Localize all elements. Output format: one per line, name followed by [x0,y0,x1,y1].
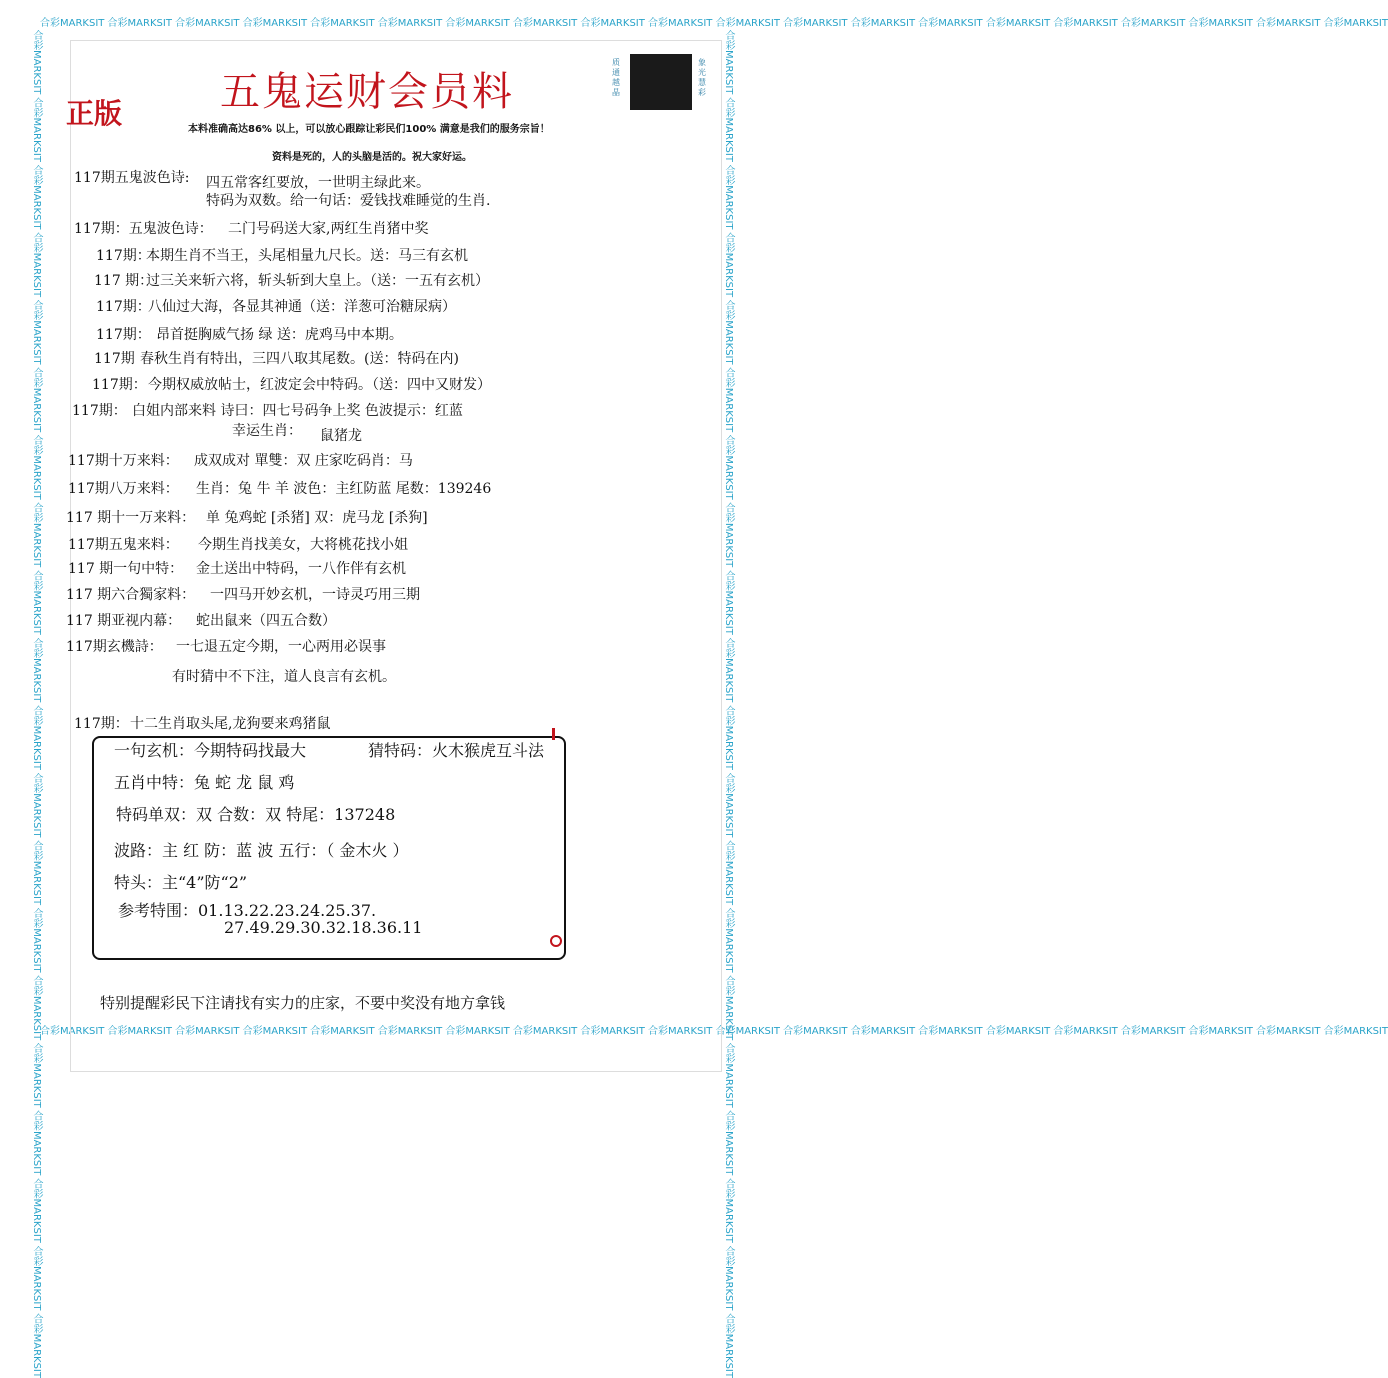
item-text: 金土送出中特码，一八作伴有玄机 [196,561,406,577]
item-text: 单 兔鸡蛇 [杀猪] 双：虎马龙 [杀狗] [206,510,428,526]
item-text: 一四马开妙玄机，一诗灵巧用三期 [210,587,420,603]
item-text: 幸运生肖： [232,423,302,439]
item-text: 今期权威放帖士，红波定会中特码。（送：四中又财发） [148,377,491,393]
item-label: 117期 [94,351,135,367]
item-label: 117期： [96,248,151,264]
red-mark [550,935,562,947]
item-label: 117期： [96,327,151,343]
item-text: 本期生肖不当王，头尾相量九尺长。送：马三有玄机 [146,248,468,264]
item-text: 春秋生肖有特出，三四八取其尾数。(送：特码在内) [140,351,459,367]
item-label: 117期五鬼波色诗: [74,170,190,186]
right-watermark-border: 合彩MARKSIT 合彩MARKSIT 合彩MARKSIT 合彩MARKSIT 合彩MARKSIT 合彩MARKSIT 合彩MARKSIT 合彩MARKSIT 合彩MARKSIT 合彩MARKSIT 合彩MARKSIT 合彩MARKSIT 合彩MARKSIT 合彩MARKSIT 合彩MARKSIT 合彩MARKSIT 合彩MARKSIT 合彩MARKSIT 合彩MARKSIT 合彩MARKSIT [723,30,734,1378]
qr-image [630,54,692,110]
box-line-head: 特头：主“4”防“2” [114,873,248,892]
item-label: 117 期六合獨家料： [66,587,196,603]
box-header-label: 117期： [74,716,129,732]
item-text: 特码为双数。给一句话：爱钱找难睡觉的生肖. [206,193,491,209]
qr-left-label: 质通越晶 [612,58,620,97]
box-line-parity: 特码单双：双 合数：双 特尾：137248 [116,805,396,824]
item-label: 117 期亚视内幕： [66,613,182,629]
item-label: 117期五鬼来料： [68,537,179,553]
box-line-guess: 猜特码：火木猴虎互斗法 [368,741,545,760]
item-text: 蛇出鼠来（四五合数） [196,613,336,629]
bottom-watermark-border: 合彩MARKSIT 合彩MARKSIT 合彩MARKSIT 合彩MARKSIT 合彩MARKSIT 合彩MARKSIT 合彩MARKSIT 合彩MARKSIT 合彩MARKSIT 合彩MARKSIT 合彩MARKSIT 合彩MARKSIT 合彩MARKSIT 合彩MARKSIT 合彩MARKSIT 合彩MARKSIT 合彩MARKSIT 合彩MARKSIT 合彩MARKSIT 合彩MARKSIT [40,1026,1388,1037]
item-label: 117期： [96,299,151,315]
qr-code [612,54,714,110]
item-text: 有时猜中不下注，道人良言有玄机。 [172,669,396,685]
box-line-range: 参考特围：01.13.22.23.24.25.37. [118,901,377,920]
item-text: 成双成对 單雙：双 庄家吃码肖：马 [194,453,413,469]
item-text: 生肖：兔 牛 羊 波色：主红防蓝 尾数：139246 [196,481,492,497]
item-label: 117期十万来料： [68,453,179,469]
page-title: 五鬼运财会员料 [220,69,514,115]
slogan-accuracy: 本料准确高达86% 以上，可以放心跟踪让彩民们100% 满意是我们的服务宗旨！ [188,124,550,135]
item-text: 昂首挺胸威气扬 绿 送：虎鸡马中本期。 [156,327,403,343]
box-line-zodiac: 五肖中特：兔 蛇 龙 鼠 鸡 [114,773,295,792]
item-label: 117期：五鬼波色诗： [74,221,213,237]
item-text: 一七退五定今期，一心两用必误事 [176,639,386,655]
top-watermark-border: 合彩MARKSIT 合彩MARKSIT 合彩MARKSIT 合彩MARKSIT 合彩MARKSIT 合彩MARKSIT 合彩MARKSIT 合彩MARKSIT 合彩MARKSIT 合彩MARKSIT 合彩MARKSIT 合彩MARKSIT 合彩MARKSIT 合彩MARKSIT 合彩MARKSIT 合彩MARKSIT 合彩MARKSIT 合彩MARKSIT 合彩MARKSIT 合彩MARKSIT [40,18,1388,29]
red-mark [552,728,563,740]
box-line-range-cont: 27.49.29.30.32.18.36.11 [224,918,423,937]
item-text: 今期生肖找美女，大将桃花找小姐 [198,537,408,553]
item-label: 117 期： [94,273,154,289]
item-label: 117期： [72,403,127,419]
footer-reminder: 特别提醒彩民下注请找有实力的庄家，不要中奖没有地方拿钱 [100,994,506,1012]
item-label: 117期： [92,377,147,393]
item-text: 鼠猪龙 [320,428,362,444]
item-label: 117 期一句中特： [68,561,184,577]
item-label: 117 期十一万来料： [66,510,196,526]
slogan-luck: 资料是死的，人的头脑是活的。祝大家好运。 [272,152,472,163]
box-line-riddle: 一句玄机：今期特码找最大 [114,741,307,760]
item-label: 117期八万来料： [68,481,179,497]
edition-badge: 正版 [66,97,123,130]
qr-right-label: 象光慧彩 [698,58,706,97]
item-text: 过三关来斩六将，斩头斩到大皇上。（送：一五有玄机） [146,273,489,289]
item-label: 117期玄機詩： [66,639,163,655]
item-text: 二门号码送大家,两红生肖猪中奖 [228,221,429,237]
left-watermark-border: 合彩MARKSIT 合彩MARKSIT 合彩MARKSIT 合彩MARKSIT 合彩MARKSIT 合彩MARKSIT 合彩MARKSIT 合彩MARKSIT 合彩MARKSIT 合彩MARKSIT 合彩MARKSIT 合彩MARKSIT 合彩MARKSIT 合彩MARKSIT 合彩MARKSIT 合彩MARKSIT 合彩MARKSIT 合彩MARKSIT 合彩MARKSIT 合彩MARKSIT [31,30,42,1378]
item-text: 四五常客红要放，一世明主绿此来。 [206,175,430,191]
box-header-text: 十二生肖取头尾,龙狗要来鸡猪鼠 [130,716,331,732]
box-line-wave: 波路：主 红 防：蓝 波 五行：（ 金木火 ） [114,841,409,860]
item-text: 八仙过大海，各显其神通（送：洋葱可治糖尿病） [148,299,456,315]
item-text: 白姐内部来料 诗曰：四七号码争上奖 色波提示：红蓝 [132,403,463,419]
